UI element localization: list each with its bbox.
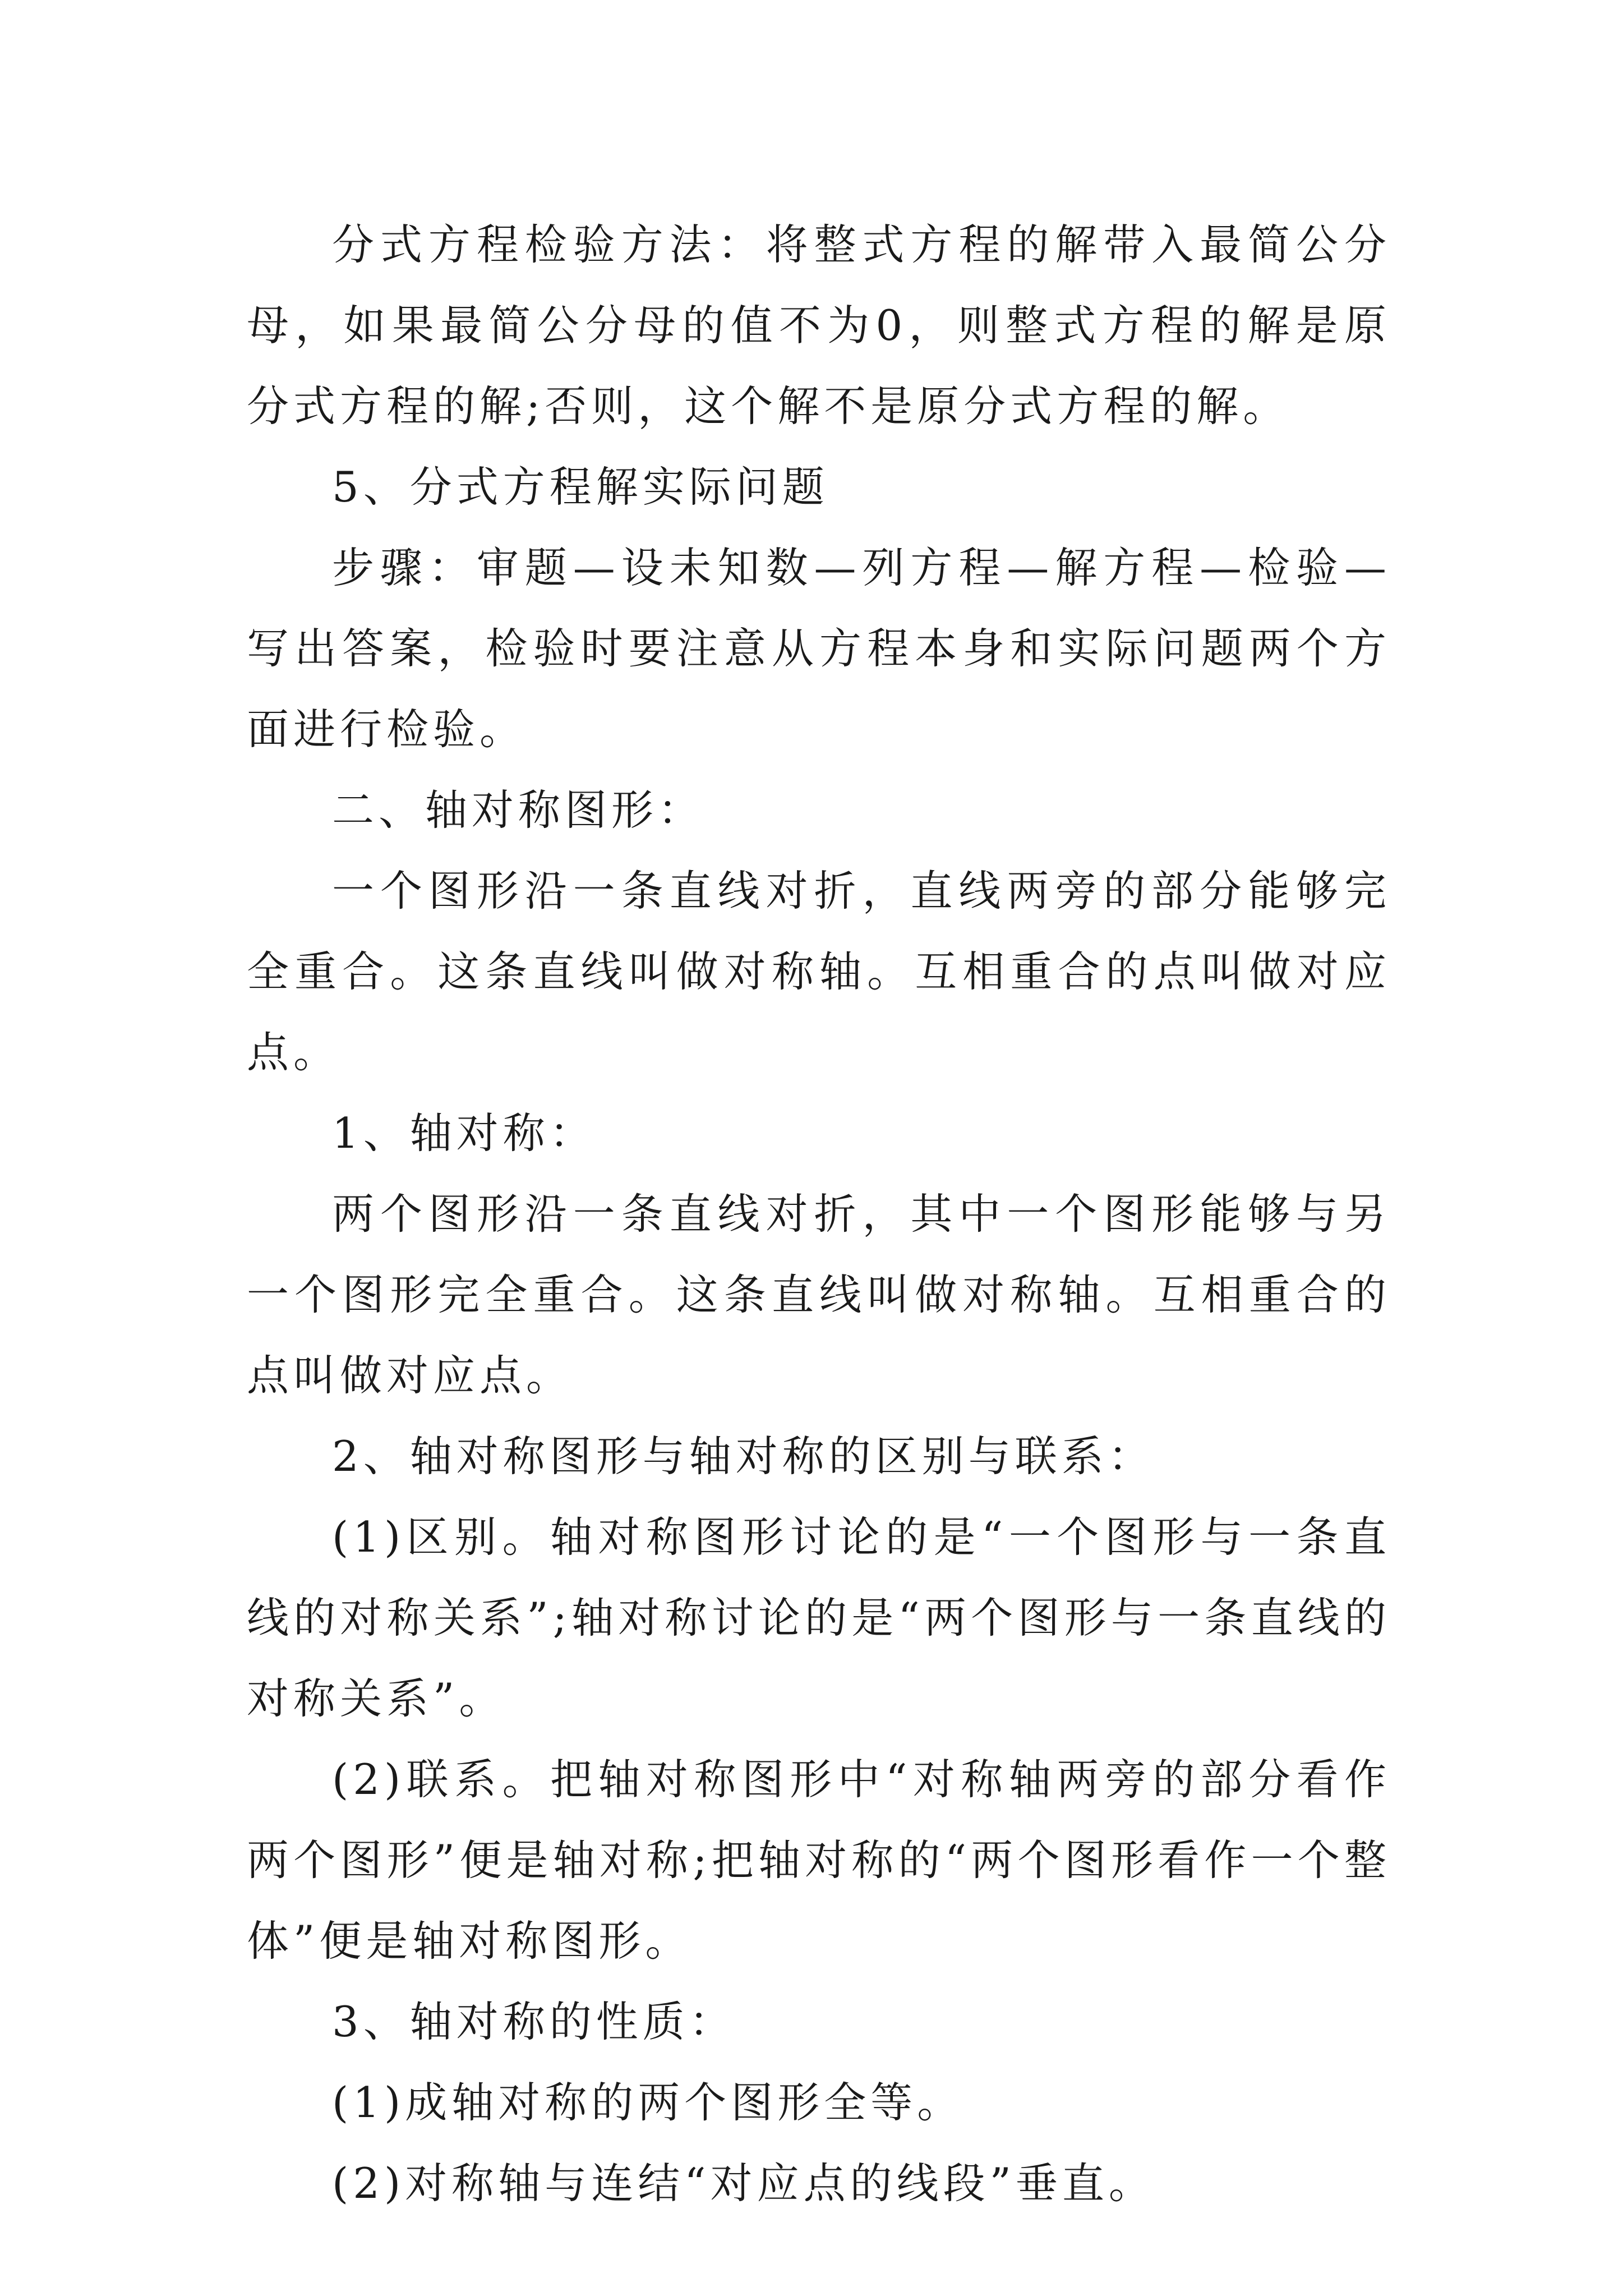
paragraph-steps: 步骤：审题—设未知数—列方程—解方程—检验—写出答案，检验时要注意从方程本身和实际问题两个方面进行检验。 [247,543,1391,754]
paragraph-axis-symmetric-figure-definition: 一个图形沿一条直线对折，直线两旁的部分能够完全重合。这条直线叫做对称轴。互相重合的点叫做对应点。 [247,866,1391,1077]
heading-difference-and-relation: 2、轴对称图形与轴对称的区别与联系： [332,1432,1155,1481]
heading-axis-symmetric-figure: 二、轴对称图形： [332,785,705,835]
paragraph-axis-symmetry-definition: 两个图形沿一条直线对折，其中一个图形能够与另一个图形完全重合。这条直线叫做对称轴。互相重合的点叫做对应点。 [247,1189,1391,1400]
paragraph-difference: (1)区别。轴对称图形讨论的是“一个图形与一条直线的对称关系”;轴对称讨论的是“两个图形与一条直线的对称关系”。 [247,1512,1391,1723]
heading-axis-symmetry: 1、轴对称： [332,1108,596,1158]
heading-properties: 3、轴对称的性质： [332,1997,736,2046]
paragraph-property-1: (1)成轴对称的两个图形全等。 [332,2078,964,2127]
heading-practical-problems: 5、分式方程解实际问题 [332,462,829,512]
paragraph-check-method: 分式方程检验方法：将整式方程的解带入最简公分母，如果最简公分母的值不为0，则整式方程的解是原分式方程的解;否则，这个解不是原分式方程的解。 [247,220,1391,431]
paragraph-relation: (2)联系。把轴对称图形中“对称轴两旁的部分看作两个图形”便是轴对称;把轴对称的“两个图形看作一个整体”便是轴对称图形。 [247,1755,1391,1966]
paragraph-property-2: (2)对称轴与连结“对应点的线段”垂直。 [332,2159,1155,2208]
document-body [247,204,1391,2224]
